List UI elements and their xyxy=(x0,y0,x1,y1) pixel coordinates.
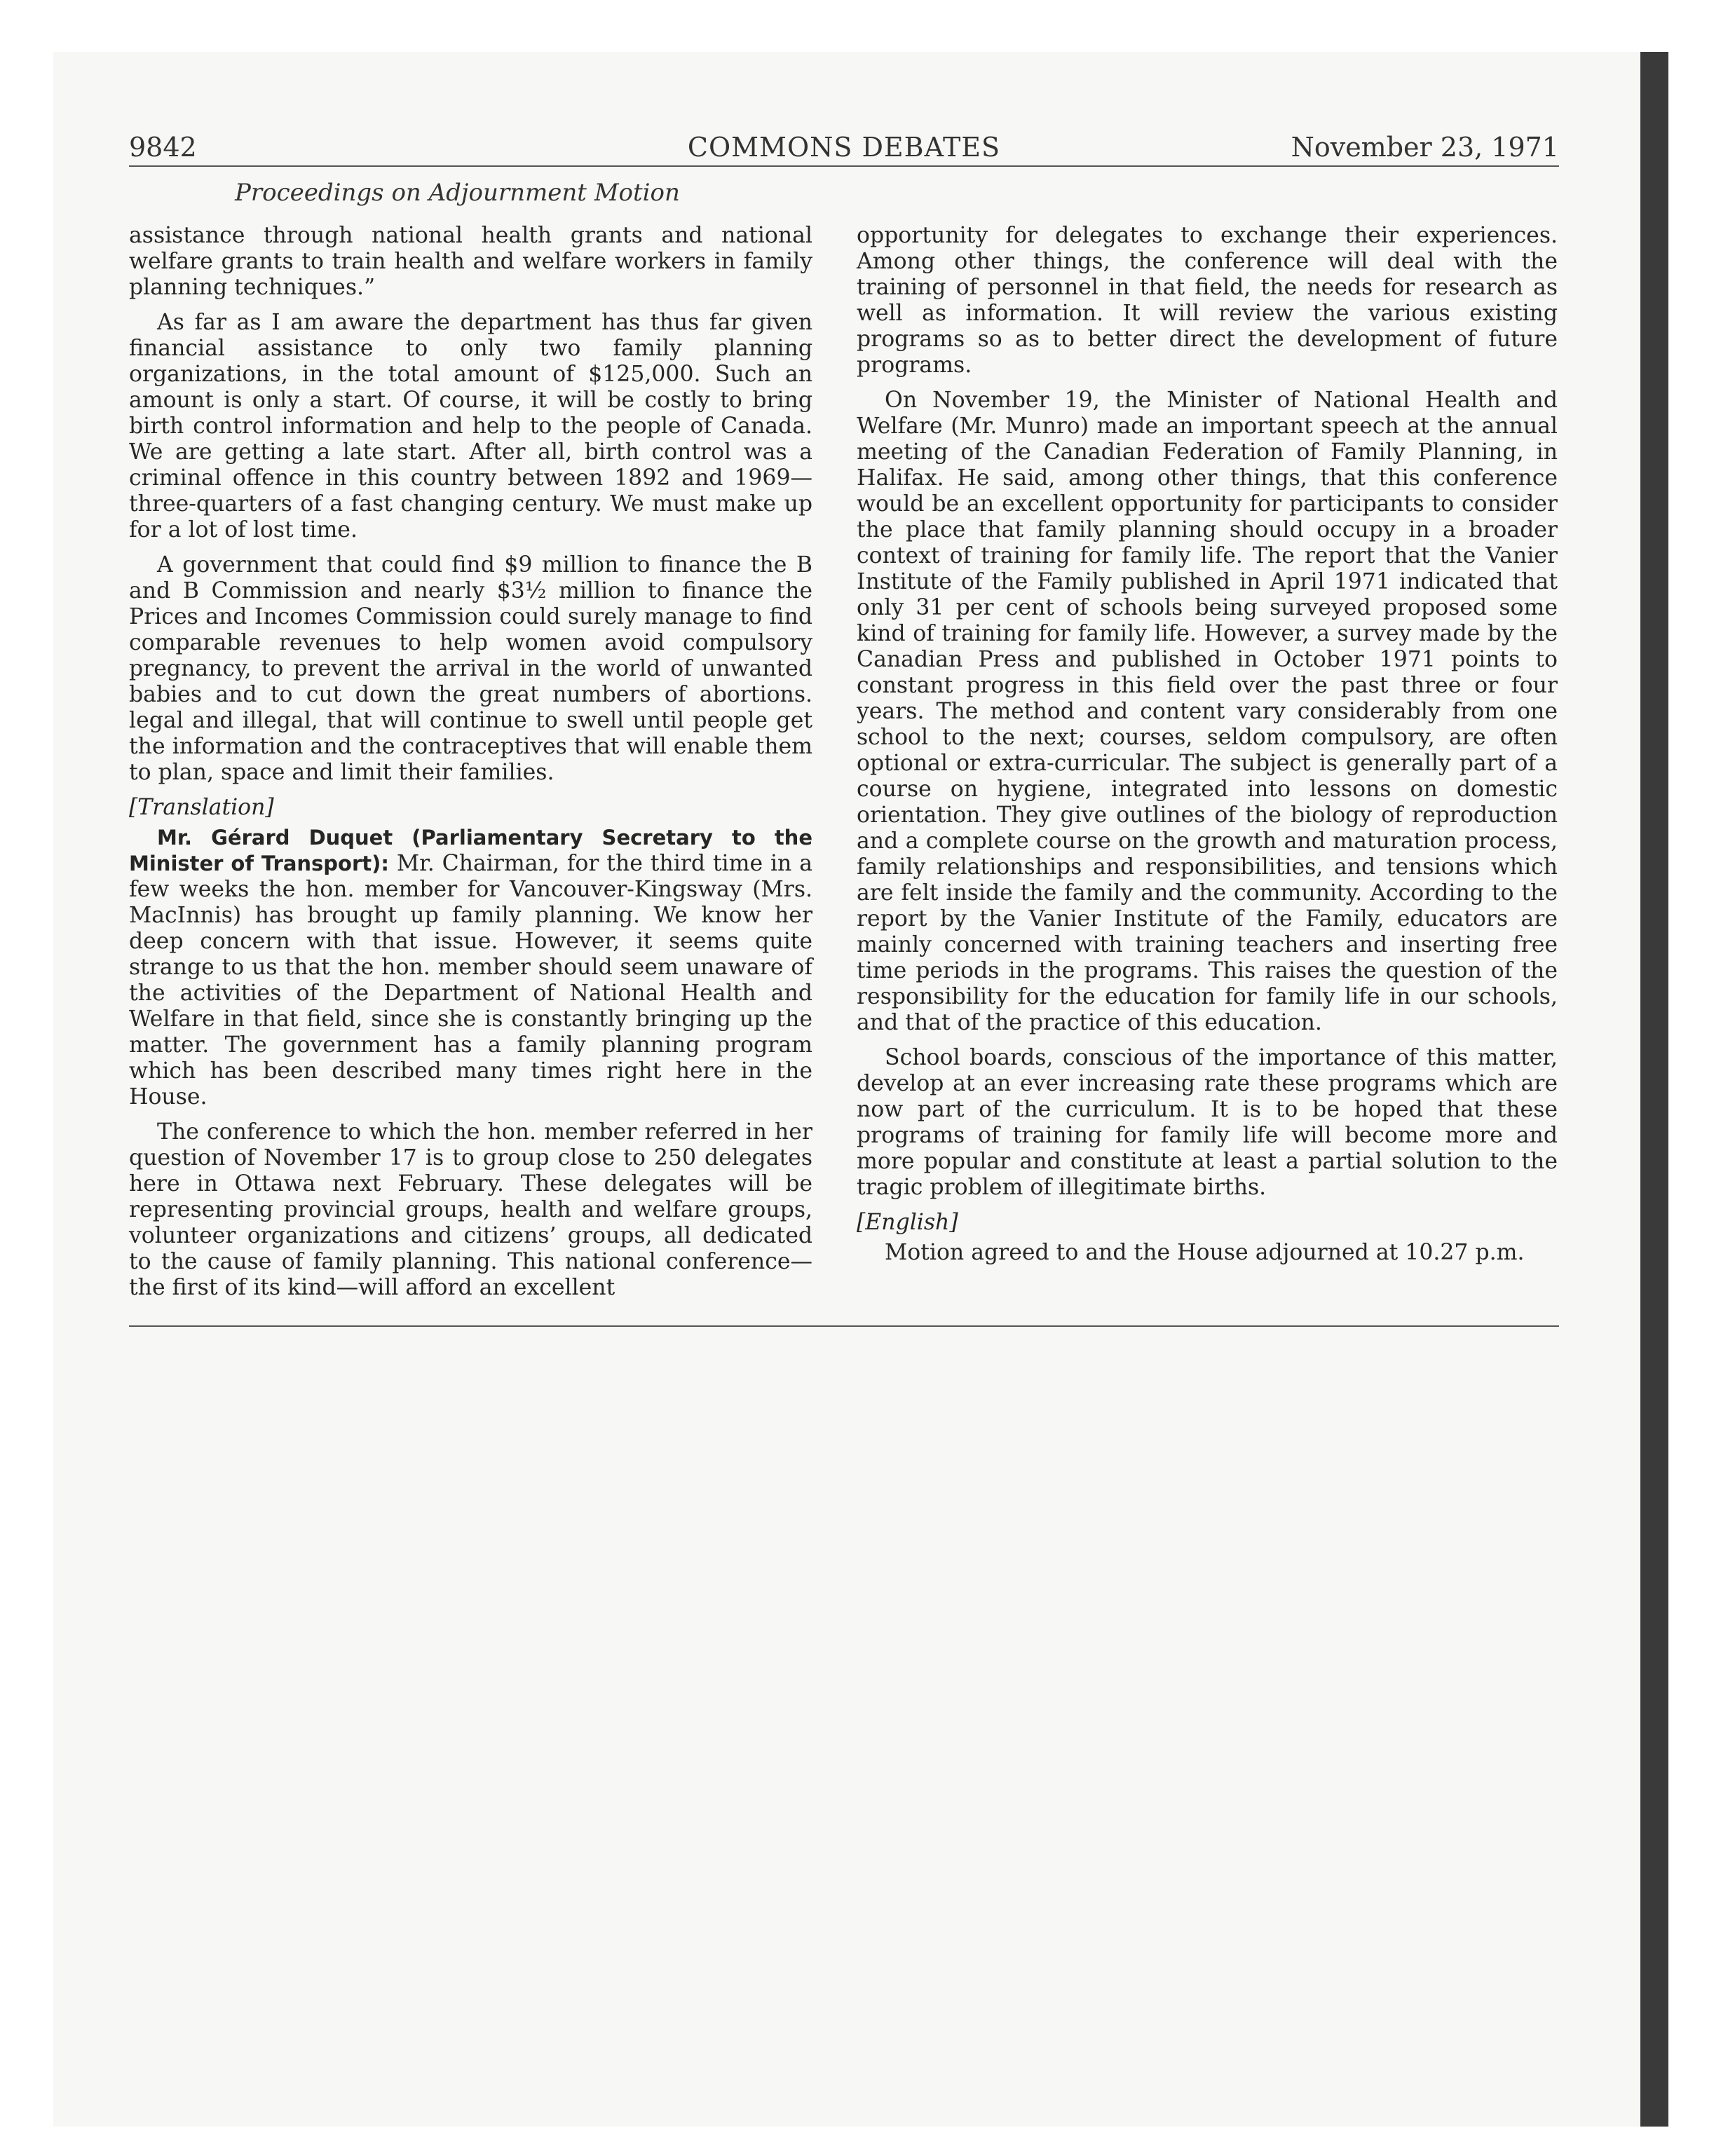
publication-date: November 23, 1971 xyxy=(1291,132,1559,163)
left-paragraph-5: The conference to which the hon. member referred in her question of November 17 is to group close to 250 delegates here in Ottawa next February. These delegates will be representing provincial groups, health and welfare groups, volunteer organizations and citizens’ groups, all dedicated to the cause of family planning. This national conference—the first of its kind—will afford an excellent xyxy=(129,1119,812,1300)
left-column xyxy=(129,223,812,1310)
right-paragraph-3: School boards, conscious of the importance of this matter, develop at an ever increasing rate these programs which are now part of the curriculum. It is to be hoped that these programs of training for family life will become more and more popular and constitute at least a partial solution to the tragic problem of illegitimate births. xyxy=(857,1045,1558,1200)
page-number: 9842 xyxy=(129,132,197,163)
left-paragraph-3: A government that could find $9 million to finance the B and B Commission and nearly $3½ million to finance the Prices and Incomes Commission could surely manage to find comparable revenues to help women avoid compulsory pregnancy, to prevent the arrival in the world of unwanted babies and to cut down the great numbers of abortions. legal and illegal, that will continue to swell until people get the information and the contraceptives that will enable them to plan, space and limit their families. xyxy=(129,552,812,785)
bottom-rule xyxy=(129,1325,1559,1327)
left-paragraph-speech xyxy=(129,825,812,1110)
publication-title: COMMONS DEBATES xyxy=(687,132,1001,163)
right-paragraph-4: Motion agreed to and the House adjourned at 10.27 p.m. xyxy=(885,1240,1525,1265)
scan-edge-shadow xyxy=(1640,52,1668,2127)
header-rule xyxy=(129,165,1559,167)
translation-tag: [Translation] xyxy=(129,795,274,820)
right-paragraph-1: opportunity for delegates to exchange their experiences. Among other things, the conference will deal with the training of personnel in that field, the needs for research as well as information. It will review the various existing programs so as to better direct the development of future programs. xyxy=(857,223,1558,378)
speech-text: Mr. Chairman, for the third time in a few weeks the hon. member for Vancouver-Kingsway (Mrs. MacInnis) has brought up family planning. We know her deep concern with that issue. However, it seems quite strange to us that the hon. member should seem unaware of the activities of the Department of National Health and Welfare in that field, since she is constantly bringing up the matter. The government has a family planning program which has been described many times right here in the House. xyxy=(129,851,812,1110)
section-subheader: Proceedings on Adjournment Motion xyxy=(235,179,680,207)
right-column xyxy=(857,223,1558,1275)
left-paragraph-2: As far as I am aware the department has thus far given financial assistance to only two family planning organizations, in the total amount of $125,000. Such an amount is only a start. Of course, it will be costly to bring birth control information and help to the people of Canada. We are getting a late start. After all, birth control was a criminal offence in this country between 1892 and 1969—three-quarters of a fast changing century. We must make up for a lot of lost time. xyxy=(129,310,812,543)
english-tag: [English] xyxy=(857,1210,958,1235)
right-paragraph-2: On November 19, the Minister of National Health and Welfare (Mr. Munro) made an important speech at the annual meeting of the Canadian Federation of Family Planning, in Halifax. He said, among other things, that this conference would be an excellent opportunity for participants to consider the place that family planning should occupy in a broader context of training for family life. The report that the Vanier Institute of the Family published in April 1971 indicated that only 31 per cent of schools being surveyed proposed some kind of training for family life. However, a survey made by the Canadian Press and published in October 1971 points to constant progress in this field over the past three or four years. The method and content vary considerably from one school to the next; courses, seldom compulsory, are often optional or extra-curricular. The subject is generally part of a course on hygiene, integrated into lessons on domestic orientation. They give outlines of the biology of reproduction and a complete course on the growth and maturation process, family relationships and responsibilities, and tensions which are felt inside the family and the community. According to the report by the Vanier Institute of the Family, educators are mainly concerned with training teachers and inserting free time periods in the programs. This raises the question of the responsibility for the education for family life in our schools, and that of the practice of this education. xyxy=(857,388,1558,1035)
speaker-name: Mr. Gérard Duquet (Parliamentary Secretary to the Minister of Transport): xyxy=(129,826,812,875)
left-paragraph-1: assistance through national health grants and national welfare grants to train health and welfare workers in family planning techniques.” xyxy=(129,223,812,300)
page-header xyxy=(129,132,1559,168)
